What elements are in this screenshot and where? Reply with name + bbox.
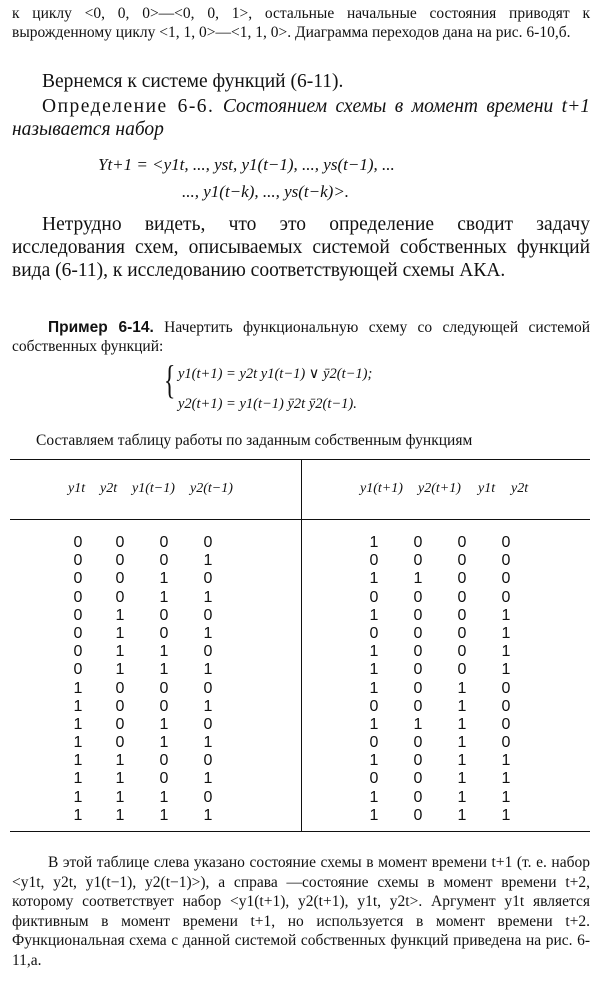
table-cell: 1 — [457, 770, 467, 788]
table-cell: 0 — [203, 606, 213, 624]
table-row — [58, 752, 230, 770]
definition — [12, 95, 590, 141]
left-header-3: y1(t−1) — [132, 481, 175, 496]
bottom-paragraph: В этой таблице слева указано состояние схемы в момент времени t+1 (т. е. набор <y1t, y2t, y1(t−1), y2(t−1)>), а справа —состояние схемы в момент времени t+2, которому соответствует набор <y1(t+1), y2(t+1), y1t, y2t>. Аргумент y1t является фиктивным в момент времени t+1, но используется в момент времени t+2. Функциональная схема с данной системой собственных функций приведена на рис. 6-11,а. — [12, 854, 590, 969]
table-row — [58, 589, 230, 607]
table-cell: 1 — [73, 679, 83, 697]
table-row — [58, 552, 230, 570]
table-cell: 1 — [501, 752, 511, 770]
table-row — [352, 752, 528, 770]
table-cell: 1 — [369, 806, 379, 824]
table-cell: 1 — [203, 806, 213, 824]
table-cell: 0 — [413, 770, 423, 788]
table-cell: 0 — [159, 770, 169, 788]
table-cell: 0 — [203, 679, 213, 697]
table-cell: 0 — [457, 534, 467, 551]
table-cell: 1 — [501, 788, 511, 806]
table-cell: 0 — [457, 552, 467, 570]
table-cell: 0 — [501, 715, 511, 733]
table-cell: 0 — [413, 734, 423, 752]
table-cell: 0 — [73, 552, 83, 570]
table-cell: 0 — [159, 552, 169, 570]
table-cell: 0 — [115, 588, 125, 606]
table-cell: 0 — [501, 697, 511, 715]
table-cell: 0 — [369, 734, 379, 752]
table-cell: 0 — [501, 588, 511, 606]
table-cell: 1 — [159, 661, 169, 679]
system-equation-2: y2(t+1) = y1(t−1) ȳ2t ȳ2(t−1). — [178, 396, 357, 412]
right-header-2: y2(t+1) — [418, 481, 461, 496]
table-cell: 1 — [115, 788, 125, 806]
table-cell: 0 — [369, 770, 379, 788]
table-cell: 0 — [413, 534, 423, 551]
left-header-2: y2t — [100, 481, 118, 496]
table-cell: 1 — [413, 570, 423, 588]
table-cell: 1 — [203, 734, 213, 752]
table-cell: 0 — [73, 588, 83, 606]
table-cell: 0 — [159, 679, 169, 697]
table-row — [352, 589, 528, 607]
table-cell: 0 — [501, 734, 511, 752]
right-header-4: y2t — [511, 481, 529, 496]
table-cell: 1 — [73, 734, 83, 752]
table-cell: 0 — [413, 624, 423, 642]
table-cell: 1 — [501, 624, 511, 642]
table-cell: 0 — [413, 661, 423, 679]
table-caption: Составляем таблицу работы по заданным собственным функциям — [36, 432, 473, 449]
table-cell: 0 — [413, 806, 423, 824]
table-cell: 0 — [159, 534, 169, 551]
table-cell: 0 — [501, 534, 511, 551]
table-row — [58, 698, 230, 716]
table-cell: 1 — [203, 770, 213, 788]
table-cell: 0 — [203, 643, 213, 661]
table-cell: 0 — [159, 624, 169, 642]
table-cell: 0 — [73, 570, 83, 588]
table-cell: 1 — [457, 697, 467, 715]
table-cell: 0 — [369, 624, 379, 642]
table-cell: 0 — [203, 715, 213, 733]
table-row — [352, 680, 528, 698]
table-row — [352, 607, 528, 625]
table-cell: 0 — [73, 606, 83, 624]
example — [12, 318, 590, 356]
table-cell: 0 — [413, 697, 423, 715]
table-cell: 0 — [203, 788, 213, 806]
table-cell: 0 — [115, 679, 125, 697]
table-cell: 1 — [115, 770, 125, 788]
table-cell: 1 — [115, 643, 125, 661]
table-row — [352, 570, 528, 588]
top-paragraph: к циклу <0, 0, 0>—<0, 0, 1>, остальные начальные состояния приводят к вырожденному циклу <1, 1, 0>—<1, 1, 0>. Диаграмма переходов дана на рис. 6-10,б. — [12, 5, 590, 41]
table-row — [352, 643, 528, 661]
table-cell: 1 — [369, 534, 379, 551]
table-cell: 1 — [203, 552, 213, 570]
table-cell: 1 — [369, 643, 379, 661]
table-cell: 0 — [115, 552, 125, 570]
table-cell: 1 — [203, 624, 213, 642]
table-cell: 0 — [457, 606, 467, 624]
table-row — [58, 734, 230, 752]
table-cell: 1 — [369, 715, 379, 733]
table-cell: 1 — [369, 606, 379, 624]
table-top-rule — [10, 459, 590, 460]
table-cell: 1 — [159, 588, 169, 606]
table-row — [58, 607, 230, 625]
table-row — [58, 661, 230, 679]
table-cell: 1 — [501, 606, 511, 624]
table-row — [352, 807, 528, 825]
table-cell: 1 — [73, 770, 83, 788]
table-cell: 0 — [413, 552, 423, 570]
reduction-paragraph: Нетрудно видеть, что это определение сводит задачу исследования схем, описываемых системой собственных функций вида (6-11), к исследованию соответствующей схемы АКА. — [12, 214, 590, 281]
table-cell: 0 — [457, 570, 467, 588]
table-cell: 0 — [159, 697, 169, 715]
table-cell: 1 — [159, 715, 169, 733]
table-cell: 0 — [457, 588, 467, 606]
left-header-4: y2(t−1) — [190, 481, 233, 496]
system-brace: { — [163, 357, 176, 402]
table-cell: 0 — [413, 606, 423, 624]
table-row — [58, 789, 230, 807]
table-cell: 1 — [457, 788, 467, 806]
table-cell: 1 — [501, 770, 511, 788]
table-cell: 1 — [159, 734, 169, 752]
table-cell: 0 — [369, 552, 379, 570]
table-row — [58, 643, 230, 661]
table-cell: 1 — [159, 788, 169, 806]
table-cell: 0 — [73, 643, 83, 661]
table-cell: 0 — [413, 643, 423, 661]
left-state-columns — [58, 534, 230, 825]
table-cell: 1 — [369, 570, 379, 588]
table-row — [58, 807, 230, 825]
table-cell: 0 — [159, 606, 169, 624]
table-cell: 1 — [457, 715, 467, 733]
table-cell: 1 — [73, 715, 83, 733]
table-cell: 1 — [369, 788, 379, 806]
table-cell: 0 — [369, 588, 379, 606]
right-state-columns — [352, 534, 528, 825]
example-label: Пример 6-14. — [48, 319, 154, 336]
table-cell: 1 — [159, 643, 169, 661]
table-header-rule — [10, 519, 590, 520]
table-row — [352, 625, 528, 643]
table-bottom-rule — [10, 831, 590, 832]
table-cell: 1 — [457, 734, 467, 752]
table-cell: 1 — [369, 679, 379, 697]
table-cell: 0 — [413, 788, 423, 806]
table-cell: 0 — [457, 643, 467, 661]
table-cell: 1 — [159, 806, 169, 824]
table-cell: 0 — [115, 697, 125, 715]
table-cell: 0 — [203, 752, 213, 770]
table-cell: 0 — [115, 715, 125, 733]
table-row — [58, 625, 230, 643]
table-cell: 0 — [501, 679, 511, 697]
left-header-1: y1t — [68, 481, 86, 496]
table-row — [58, 680, 230, 698]
table-cell: 0 — [413, 752, 423, 770]
table-cell: 0 — [159, 752, 169, 770]
example-text: Начертить функциональную схему со следующей системой собственных функций: — [12, 319, 591, 355]
table-cell: 0 — [369, 697, 379, 715]
table-cell: 0 — [73, 624, 83, 642]
table-row — [58, 716, 230, 734]
right-header-1: y1(t+1) — [360, 481, 403, 496]
formula-line-1: Yt+1 = <y1t, ..., yst, y1(t−1), ..., ys(t−1), ... — [98, 155, 395, 174]
table-row — [352, 789, 528, 807]
table-cell: 1 — [115, 806, 125, 824]
table-cell: 1 — [203, 588, 213, 606]
table-cell: 1 — [413, 715, 423, 733]
table-cell: 1 — [369, 752, 379, 770]
table-cell: 1 — [159, 570, 169, 588]
table-row — [352, 716, 528, 734]
table-cell: 1 — [457, 752, 467, 770]
table-row — [58, 534, 230, 552]
definition-label: Определение 6-6. — [42, 96, 215, 117]
table-cell: 1 — [73, 697, 83, 715]
table-row — [352, 661, 528, 679]
right-header-3: y1t — [478, 481, 496, 496]
table-cell: 1 — [203, 697, 213, 715]
table-cell: 0 — [413, 679, 423, 697]
table-cell: 1 — [369, 661, 379, 679]
table-cell: 0 — [115, 734, 125, 752]
table-row — [352, 552, 528, 570]
system-equation-1: y1(t+1) = y2t y1(t−1) ∨ ȳ2(t−1); — [178, 366, 373, 382]
table-divider — [301, 459, 302, 831]
table-cell: 0 — [413, 588, 423, 606]
table-row — [352, 734, 528, 752]
table-cell: 0 — [203, 534, 213, 551]
table-cell: 1 — [203, 661, 213, 679]
definition-text: Состоянием схемы в момент времени t+1 называется набор — [12, 96, 591, 140]
table-row — [58, 770, 230, 788]
table-row — [352, 534, 528, 552]
table-cell: 0 — [203, 570, 213, 588]
table-cell: 1 — [73, 806, 83, 824]
formula-line-2: ..., y1(t−k), ..., ys(t−k)>. — [182, 182, 350, 201]
table-cell: 1 — [501, 806, 511, 824]
table-cell: 0 — [501, 570, 511, 588]
table-cell: 1 — [115, 606, 125, 624]
table-cell: 1 — [501, 643, 511, 661]
table-cell: 1 — [73, 752, 83, 770]
table-row — [352, 698, 528, 716]
return-line: Вернемся к системе функций (6-11). — [42, 71, 344, 92]
table-cell: 0 — [73, 534, 83, 551]
table-cell: 0 — [115, 570, 125, 588]
table-cell: 1 — [115, 624, 125, 642]
table-cell: 1 — [73, 788, 83, 806]
table-cell: 1 — [501, 661, 511, 679]
table-cell: 0 — [457, 661, 467, 679]
table-row — [58, 570, 230, 588]
table-cell: 0 — [501, 552, 511, 570]
table-cell: 0 — [457, 624, 467, 642]
table-cell: 0 — [73, 661, 83, 679]
table-cell: 1 — [115, 752, 125, 770]
table-cell: 1 — [457, 806, 467, 824]
table-row — [352, 770, 528, 788]
table-cell: 1 — [457, 679, 467, 697]
table-cell: 0 — [115, 534, 125, 551]
table-cell: 1 — [115, 661, 125, 679]
